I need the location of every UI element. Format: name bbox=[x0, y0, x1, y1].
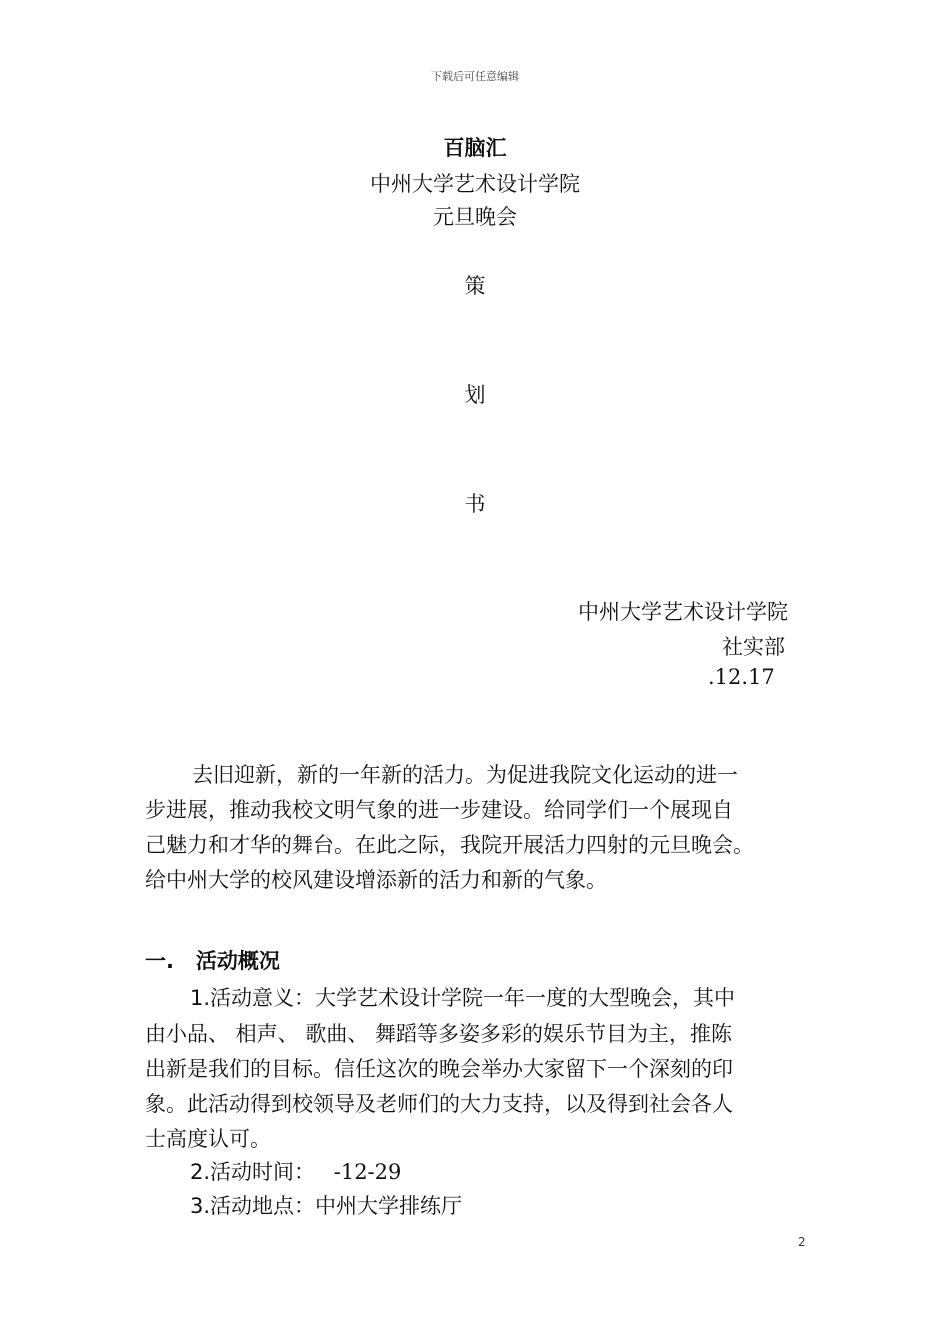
item-2-label: 2.活动时间： bbox=[190, 1160, 316, 1184]
item-1-line: 由小品、 相声、 歌曲、 舞蹈等多姿多彩的娱乐节目为主，推陈 bbox=[145, 1022, 733, 1046]
brand-title: 百脑汇 bbox=[443, 136, 507, 160]
item-1-first-line: 1.活动意义：大学艺术设计学院一年一度的大型晚会，其中 bbox=[190, 986, 736, 1010]
page-number: 2 bbox=[798, 1235, 806, 1249]
item-1-line: 士高度认可。 bbox=[145, 1127, 271, 1151]
signature-org: 中州大学艺术设计学院 bbox=[578, 600, 788, 624]
signature-dept: 社实部 bbox=[722, 635, 785, 659]
intro-line: 己魅力和才华的舞台。在此之际，我院开展活力四射的元旦晚会。 bbox=[145, 833, 754, 857]
signature-date: .12.17 bbox=[708, 665, 775, 689]
vertical-title-char-3: 书 bbox=[464, 492, 486, 516]
intro-line: 去旧迎新，新的一年新的活力。为促进我院文化运动的进一 bbox=[192, 763, 738, 787]
item-2-value: -12-29 bbox=[333, 1160, 402, 1184]
item-2 bbox=[190, 1156, 401, 1186]
header-note: 下载后可任意编辑 bbox=[431, 70, 519, 83]
item-1-line: 象。此活动得到校领导及老师们的大力支持，以及得到社会各人 bbox=[145, 1092, 733, 1116]
intro-paragraph bbox=[145, 758, 825, 898]
item-3: 3.活动地点：中州大学排练厅 bbox=[190, 1194, 463, 1218]
section-heading: 一. 活动概况 bbox=[145, 949, 280, 973]
intro-line: 步进展，推动我校文明气象的进一步建设。给同学们一个展现自 bbox=[145, 798, 733, 822]
intro-line: 给中州大学的校风建设增添新的活力和新的气象。 bbox=[145, 868, 607, 892]
event-title: 元旦晚会 bbox=[433, 205, 517, 229]
vertical-title-char-2: 划 bbox=[464, 383, 486, 407]
vertical-title-char-1: 策 bbox=[464, 274, 486, 298]
item-1-line: 出新是我们的目标。信任这次的晚会举办大家留下一个深刻的印 bbox=[145, 1057, 733, 1081]
school-title: 中州大学艺术设计学院 bbox=[370, 172, 580, 196]
item-1-body bbox=[145, 1017, 825, 1157]
